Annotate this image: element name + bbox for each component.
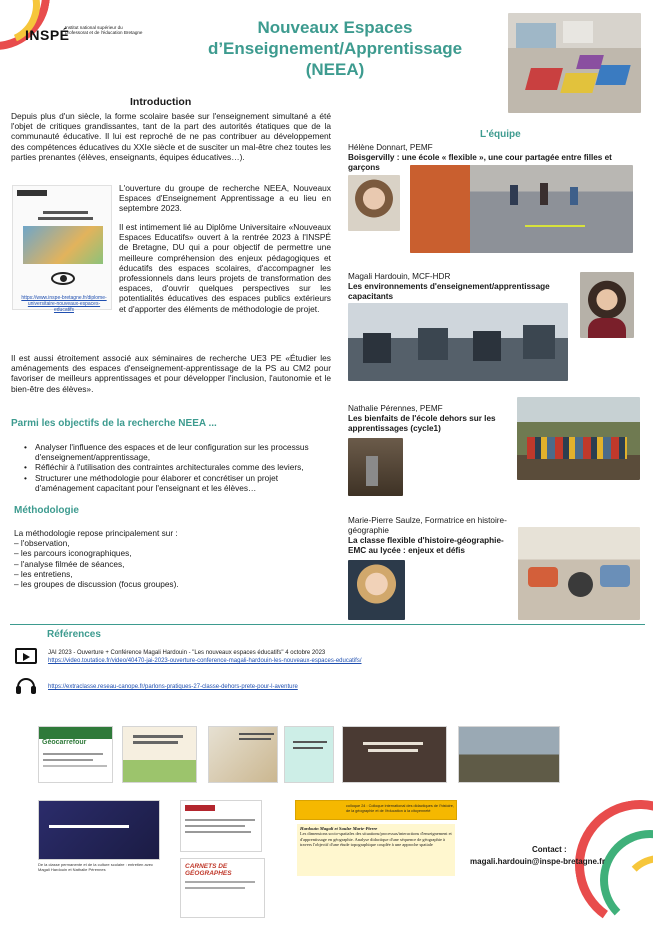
title-line-3: (NEEA) — [305, 60, 365, 79]
logo-text: Institut national supérieur du professorat et de l'éducation Bretagne — [65, 25, 143, 36]
methodology-item: – les parcours iconographiques, — [14, 548, 132, 559]
team-member-3 — [348, 404, 513, 434]
title-line-1: Nouveaux Espaces — [257, 18, 413, 37]
podcast-link[interactable]: https://extraclasse.reseau-canope.fr/parlons-pratiques-27-classe-dehors-prete-pour-l-aventure — [48, 684, 298, 690]
article-thumbnail-2[interactable] — [122, 726, 197, 783]
carnets-label: CARNETS DE GÉOGRAPHES — [185, 863, 232, 877]
methodology-item: – l'analyse filmée de séances, — [14, 558, 125, 569]
member-name: Marie-Pierre Saulze, Formatrice en histoire-géographie — [348, 516, 507, 535]
classroom-panorama-photo — [348, 303, 568, 381]
colloque-abstract — [297, 824, 455, 876]
du-link[interactable]: https://www.inspe-bretagne.fr/diplome-universitaire-nouveaux-espaces-educatifs — [21, 295, 107, 314]
carnets-de-geographes-thumbnail[interactable] — [180, 858, 265, 918]
headphones-right-cup — [31, 686, 36, 694]
objective-item: • Structurer une méthodologie pour élaborer et concrétiser un projet d'aménagement capacitant pour l'enseignant et les élèves… — [22, 473, 322, 493]
team-member-2 — [348, 272, 576, 302]
article-thumbnail-6[interactable] — [458, 726, 560, 783]
article-thumbnail-3[interactable] — [208, 726, 278, 783]
member-name: Nathalie Pérennes, PEMF — [348, 404, 443, 413]
methodology-item: – l'observation, — [14, 538, 70, 549]
poster-title — [200, 17, 470, 80]
geocarrefour-label: Géocarrefour — [42, 739, 87, 746]
colloque-thumbnail[interactable] — [295, 800, 457, 820]
colloque-label: colloque 24 : Colloque international des didactiques de l'histoire, de la géographie et de l'éducation à la citoyenneté — [346, 804, 454, 813]
member-project: Boisgervilly : une école « flexible », une cour partagée entre filles et garçons — [348, 153, 612, 172]
references-heading: Références — [47, 629, 101, 640]
member-project: Les bienfaits de l'école dehors sur les apprentissages (cycle1) — [348, 414, 496, 433]
video-icon — [15, 648, 37, 664]
intro-paragraph-4: Il est aussi étroitement associé aux séminaires de recherche UE3 PE «Étudier les aménagements des espaces d'enseignement-apprentissage de la PS au CM2 pour favoriser de meilleurs apprentissages et pour développer l'inclusion, l'autonomie et le bien-être des élèves». — [11, 353, 331, 394]
intro-paragraph-3: Il est intimement lié au Diplôme Universitaire «Nouveaux Espaces Educatifs» ouvert à la rentrée 2023 à l'INSPÉ de Bretagne, DU qui a pour objectif de permettre une meilleure compréhension des enjeux pédagogiques et éducatifs des espaces scolaires, d'accompagner les professionnels dans leurs projets de transformation des espaces, d'ouvrir quelques perspectives sur les potentialités éducatives des espaces publics extérieurs et d'apporter des éléments de méthodologie de projet. — [119, 222, 331, 314]
intro-paragraph-2: L'ouverture du groupe de recherche NEEA, Nouveaux Espaces d'Enseignement Apprentissage a eu lieu en septembre 2023. — [119, 183, 331, 214]
member-project: Les environnements d'enseignement/apprentissage capacitants — [348, 282, 550, 301]
intro-paragraph-1: Depuis plus d'un siècle, la forme scolaire basée sur l'enseignement simultané a été l'objet de critiques grandissantes, tant de la part des autorités étatiques que de la communauté éducative. Il lui est reproché de ne pas contribuer au développement des compétences éducatives du XXIe siècle et de susciter un mal-être chez toutes les parties prenantes (élèves, enseignants, équipes éducatives…). — [11, 111, 331, 162]
schoolyard-photo — [410, 165, 633, 253]
team-heading: L'équipe — [480, 129, 521, 140]
member-project: La classe flexible d'histoire-géographie-EMC au lycée : enjeux et défis — [348, 536, 504, 555]
classroom-photo — [508, 13, 641, 113]
inspe-logo — [25, 17, 145, 53]
methodology-heading: Méthodologie — [14, 505, 79, 516]
member-portrait-2 — [580, 272, 634, 338]
title-line-2: d’Enseignement/Apprentissage — [207, 39, 463, 58]
methodology-item: – les groupes de discussion (focus groupes). — [14, 579, 179, 590]
video-title: JAI 2023 - Ouverture + Conférence Magali Hardouin - "Les nouveaux espaces éducatifs" 4 octobre 2023 — [48, 650, 326, 656]
methodology-intro: La méthodologie repose principalement sur : — [14, 528, 178, 538]
objectives-list — [22, 442, 322, 493]
team-member-4 — [348, 516, 520, 556]
article-thumbnail-7[interactable] — [180, 800, 262, 852]
objectives-heading: Parmi les objectifs de la recherche NEEA ... — [11, 418, 217, 429]
video-link[interactable]: https://video.toutatice.fr/video/40470-jai-2023-ouverture-conference-magali-hardouin-les-nouveaux-espaces-educatifs/ — [48, 658, 362, 664]
outdoor-school-photo-2 — [517, 397, 640, 480]
outdoor-school-photo-1 — [348, 438, 403, 496]
member-name: Hélène Donnart, PEMF — [348, 143, 433, 152]
methodology-item: – les entretiens, — [14, 568, 73, 579]
intro-heading: Introduction — [130, 96, 192, 108]
objective-item: • Réfléchir à l'utilisation des contraintes architecturales comme des leviers, — [22, 462, 322, 472]
podcast-thumbnail[interactable] — [38, 800, 160, 860]
methodology-block — [14, 528, 314, 589]
headphones-left-cup — [16, 686, 21, 694]
objective-item: • Analyser l'influence des espaces et de leur configuration sur les processus d'enseignement/apprentissage, — [22, 442, 322, 462]
logo-mark: INSPÉ — [25, 27, 70, 43]
contact-email[interactable]: magali.hardouin@inspe-bretagne.fr — [470, 857, 605, 866]
member-portrait-1 — [348, 175, 400, 231]
colloque-text: Les dimensions socio-spatiales des situations/processus/interactions d'enseignement et d'apprentissage en géographie. Analyse didactique d'une séquence de géographie à travers l'objectif d'une étude topographique couplée à une approche spatiale — [300, 831, 452, 847]
podcast-caption: De la classe permanente et de la culture scolaire : entretien avec Magali Hardouin et Nathalie Pérennes — [38, 862, 153, 872]
article-thumbnail-4[interactable] — [284, 726, 334, 783]
member-name: Magali Hardouin, MCF-HDR — [348, 272, 451, 281]
du-flyer — [12, 185, 112, 310]
article-thumbnail-5[interactable] — [342, 726, 447, 783]
geocarrefour-thumbnail[interactable] — [38, 726, 113, 783]
member-portrait-4 — [348, 560, 405, 620]
flexible-classroom-photo — [518, 527, 640, 620]
contact-label: Contact : — [532, 845, 567, 854]
colloque-authors: Hardouin Magali et Saulze Marie-Pierre — [300, 826, 378, 831]
section-divider — [10, 624, 645, 625]
